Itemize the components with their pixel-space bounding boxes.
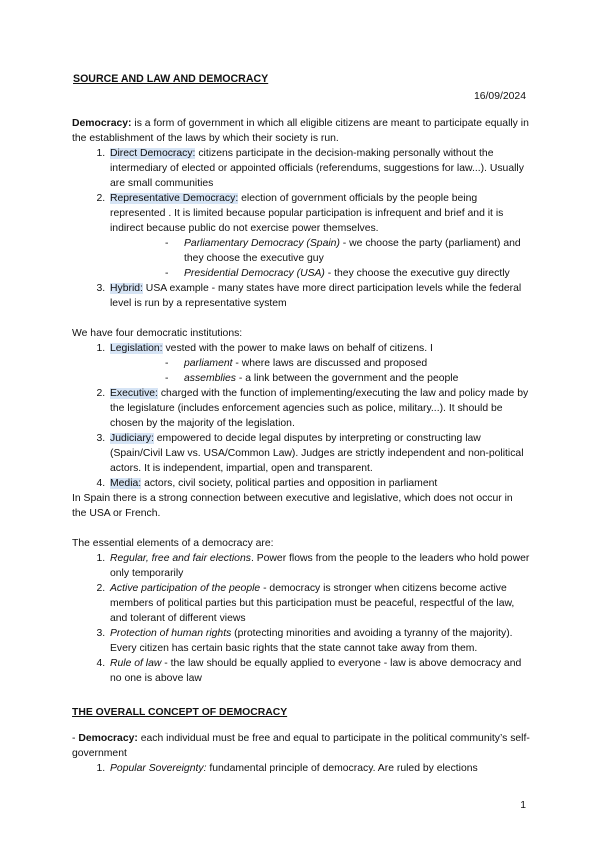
type-text: citizens participate in the decision-making personally without the intermediary of elected or appointed officials (referendums, suggestions for law...). Usually are small communities xyxy=(110,148,524,189)
page-number: 1 xyxy=(520,800,526,811)
list-item xyxy=(108,551,530,581)
list-item xyxy=(182,236,530,266)
list-item xyxy=(108,476,530,491)
element-term: Rule of law xyxy=(110,658,162,669)
spacer xyxy=(72,311,530,326)
democracy-types-list xyxy=(72,146,530,311)
list-item xyxy=(108,341,530,386)
institution-text: empowered to decide legal disputes by interpreting or constructing law (Spain/Civil Law vs. USA/Common Law). Judges are strictly independent and non-political actors. It is independent, impartial, open and transparent. xyxy=(110,433,524,474)
list-item xyxy=(108,581,530,626)
institution-label: Executive: xyxy=(110,388,158,399)
list-item xyxy=(108,386,530,431)
democracy-definition xyxy=(72,116,530,146)
concept-text: each individual must be free and equal to participate in the political community’s self-government xyxy=(72,733,530,759)
definition-term: Democracy: xyxy=(72,118,132,129)
democracy-concept xyxy=(72,731,530,761)
institution-text: vested with the power to make laws on behalf of citizens. I xyxy=(162,343,433,354)
concept-item-text: fundamental principle of democracy. Are ruled by elections xyxy=(206,763,478,774)
list-item xyxy=(108,761,530,776)
representative-sublist xyxy=(110,236,530,281)
list-item xyxy=(108,191,530,281)
concept-term: Democracy: xyxy=(78,733,138,744)
element-text: - the law should be equally applied to everyone - law is above democracy and no one is above law xyxy=(110,658,522,684)
spacer xyxy=(72,686,530,701)
element-text: - democracy is stronger when citizens become active members of political parties but this participation must be peaceful, respectful of the law, and tolerant of different views xyxy=(110,583,515,624)
concept-prefix: - xyxy=(72,733,79,744)
institutions-list xyxy=(72,341,530,491)
element-term: Protection of human rights xyxy=(110,628,232,639)
type-label: Hybrid: xyxy=(110,283,143,294)
sub-text: - where laws are discussed and proposed xyxy=(232,358,428,369)
element-text: . Power flows from the people to the leaders who hold power only temporarily xyxy=(110,553,530,579)
element-text: (protecting minorities and avoiding a tyranny of the majority). Every citizen has certain basic rights that the state cannot take away from them. xyxy=(110,628,513,654)
type-text: USA example - many states have more direct participation levels while the federal level is run by a representative system xyxy=(110,283,522,309)
type-label: Direct Democracy: xyxy=(110,148,196,159)
concept-list xyxy=(72,761,530,776)
document-body xyxy=(72,116,530,776)
section-heading: THE OVERALL CONCEPT OF DEMOCRACY xyxy=(72,707,288,718)
type-label: Representative Democracy: xyxy=(110,193,239,204)
concept-item-term: Popular Sovereignty: xyxy=(110,763,207,774)
sub-term: Parliamentary Democracy (Spain) xyxy=(184,238,340,249)
list-item xyxy=(108,656,530,686)
elements-list xyxy=(72,551,530,686)
spain-note: In Spain there is a strong connection between executive and legislative, which does not occur in the USA or French. xyxy=(72,493,513,519)
sub-term: assemblies xyxy=(184,373,236,384)
list-item xyxy=(108,626,530,656)
sub-text: - a link between the government and the people xyxy=(235,373,459,384)
list-item xyxy=(182,266,530,281)
institution-text: charged with the function of implementing/executing the law and policy made by the legislature (includes enforcement agencies such as police, military...). It should be chosen by the majority of the legislation. xyxy=(110,388,529,429)
legislation-sublist xyxy=(110,356,530,386)
sub-term: Presidential Democracy (USA) xyxy=(184,268,325,279)
list-item xyxy=(182,371,530,386)
institution-label: Legislation: xyxy=(110,343,163,354)
document-title: SOURCE AND LAW AND DEMOCRACY xyxy=(73,73,269,85)
sub-term: parliament xyxy=(184,358,233,369)
element-term: Regular, free and fair elections xyxy=(110,553,251,564)
spacer xyxy=(72,521,530,536)
type-text: election of government officials by the people being represented . It is limited because popular participation is infrequent and brief and it is indirect because public do not exercise power themselves. xyxy=(110,193,504,234)
list-item xyxy=(108,431,530,476)
sub-text: - we choose the party (parliament) and they choose the executive guy xyxy=(184,238,521,264)
institutions-intro: We have four democratic institutions: xyxy=(72,328,243,339)
list-item xyxy=(108,281,530,311)
definition-text: is a form of government in which all eligible citizens are meant to participate equally in the establishment of the laws by which their society is run. xyxy=(72,118,529,144)
list-item xyxy=(182,356,530,371)
institution-label: Judiciary: xyxy=(110,433,154,444)
document-date: 16/09/2024 xyxy=(473,91,526,102)
institution-text: actors, civil society, political parties and opposition in parliament xyxy=(141,478,438,489)
institution-label: Media: xyxy=(110,478,142,489)
list-item xyxy=(108,146,530,191)
elements-intro: The essential elements of a democracy are: xyxy=(72,538,274,549)
element-term: Active participation of the people xyxy=(110,583,261,594)
sub-text: - they choose the executive guy directly xyxy=(324,268,510,279)
